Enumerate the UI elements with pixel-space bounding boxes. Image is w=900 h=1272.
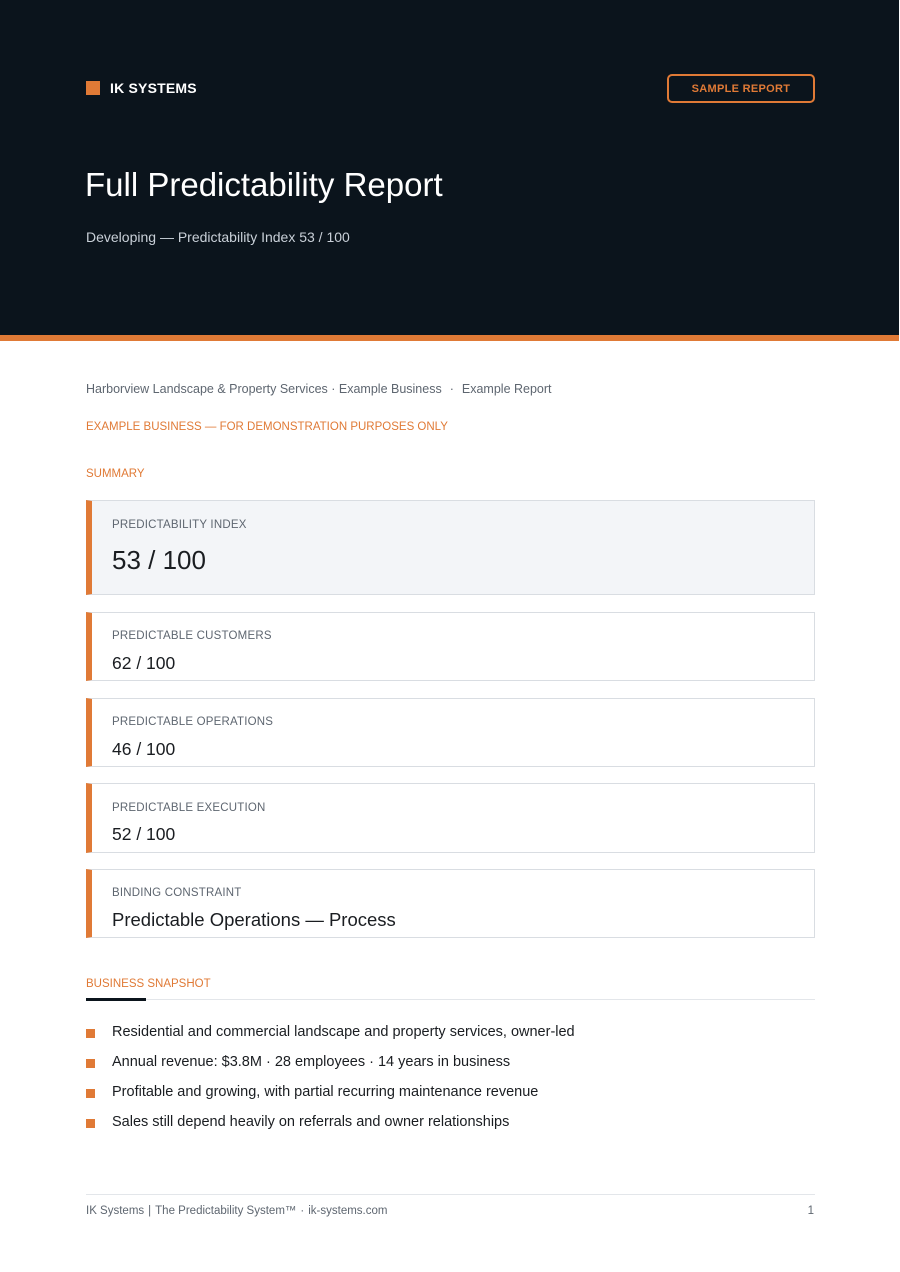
section-divider-accent bbox=[86, 998, 146, 1001]
footer-system: The Predictability System™ bbox=[155, 1205, 297, 1217]
card-label: PREDICTABLE EXECUTION bbox=[112, 802, 266, 814]
list-item bbox=[86, 1017, 815, 1047]
footer-website: ik-systems.com bbox=[308, 1205, 388, 1217]
bullet-square-icon bbox=[86, 1029, 95, 1038]
list-item-text: Residential and commercial landscape and property services, owner-led bbox=[112, 1024, 575, 1040]
predictable-execution-card bbox=[86, 783, 815, 853]
card-value: 52 / 100 bbox=[112, 824, 176, 844]
bullet-square-icon bbox=[86, 1119, 95, 1128]
summary-section-label: SUMMARY bbox=[86, 468, 145, 480]
section-divider bbox=[86, 999, 815, 1000]
header-accent-bar bbox=[0, 335, 899, 341]
predictability-index-card bbox=[86, 500, 815, 595]
binding-constraint-card bbox=[86, 869, 815, 938]
predictable-operations-card bbox=[86, 698, 815, 767]
report-subtitle: Developing — Predictability Index 53 / 100 bbox=[86, 229, 350, 245]
footer-company: IK Systems bbox=[86, 1205, 145, 1217]
bullet-square-icon bbox=[86, 1089, 95, 1098]
report-type: Example Report bbox=[461, 382, 552, 396]
report-meta-line bbox=[86, 382, 552, 396]
business-snapshot-label: BUSINESS SNAPSHOT bbox=[86, 978, 211, 990]
meta-separator: · bbox=[449, 382, 454, 396]
card-label: PREDICTABLE OPERATIONS bbox=[112, 716, 274, 728]
footer-divider bbox=[86, 1194, 815, 1195]
page-footer bbox=[86, 1205, 387, 1217]
business-name: Harborview Landscape & Property Services · Example Business bbox=[86, 382, 442, 396]
business-snapshot-list bbox=[86, 1017, 815, 1137]
card-value: 62 / 100 bbox=[112, 653, 176, 673]
card-value: 46 / 100 bbox=[112, 739, 176, 759]
list-item-text: Sales still depend heavily on referrals and owner relationships bbox=[112, 1114, 510, 1130]
list-item bbox=[86, 1047, 815, 1077]
footer-pipe: | bbox=[148, 1205, 152, 1217]
report-header-banner bbox=[0, 0, 899, 335]
list-item-text: Profitable and growing, with partial recurring maintenance revenue bbox=[112, 1084, 539, 1100]
report-title: Full Predictability Report bbox=[85, 166, 443, 203]
list-item-text: Annual revenue: $3.8M · 28 employees · 14 years in business bbox=[112, 1054, 511, 1070]
bullet-square-icon bbox=[86, 1059, 95, 1068]
list-item bbox=[86, 1107, 815, 1137]
brand-name: IK SYSTEMS bbox=[110, 80, 197, 96]
footer-dot: · bbox=[300, 1205, 305, 1217]
card-label: BINDING CONSTRAINT bbox=[112, 887, 242, 899]
card-value: 53 / 100 bbox=[112, 545, 206, 575]
card-value: Predictable Operations — Process bbox=[112, 909, 396, 930]
card-label: PREDICTABLE CUSTOMERS bbox=[112, 630, 272, 642]
page-number: 1 bbox=[807, 1205, 814, 1217]
list-item bbox=[86, 1077, 815, 1107]
sample-report-badge: SAMPLE REPORT bbox=[667, 74, 815, 103]
demo-notice: EXAMPLE BUSINESS — FOR DEMONSTRATION PURPOSES ONLY bbox=[86, 421, 448, 433]
brand-square-icon bbox=[86, 81, 100, 95]
predictable-customers-card bbox=[86, 612, 815, 681]
brand-logo bbox=[86, 80, 197, 96]
card-label: PREDICTABILITY INDEX bbox=[112, 519, 247, 531]
